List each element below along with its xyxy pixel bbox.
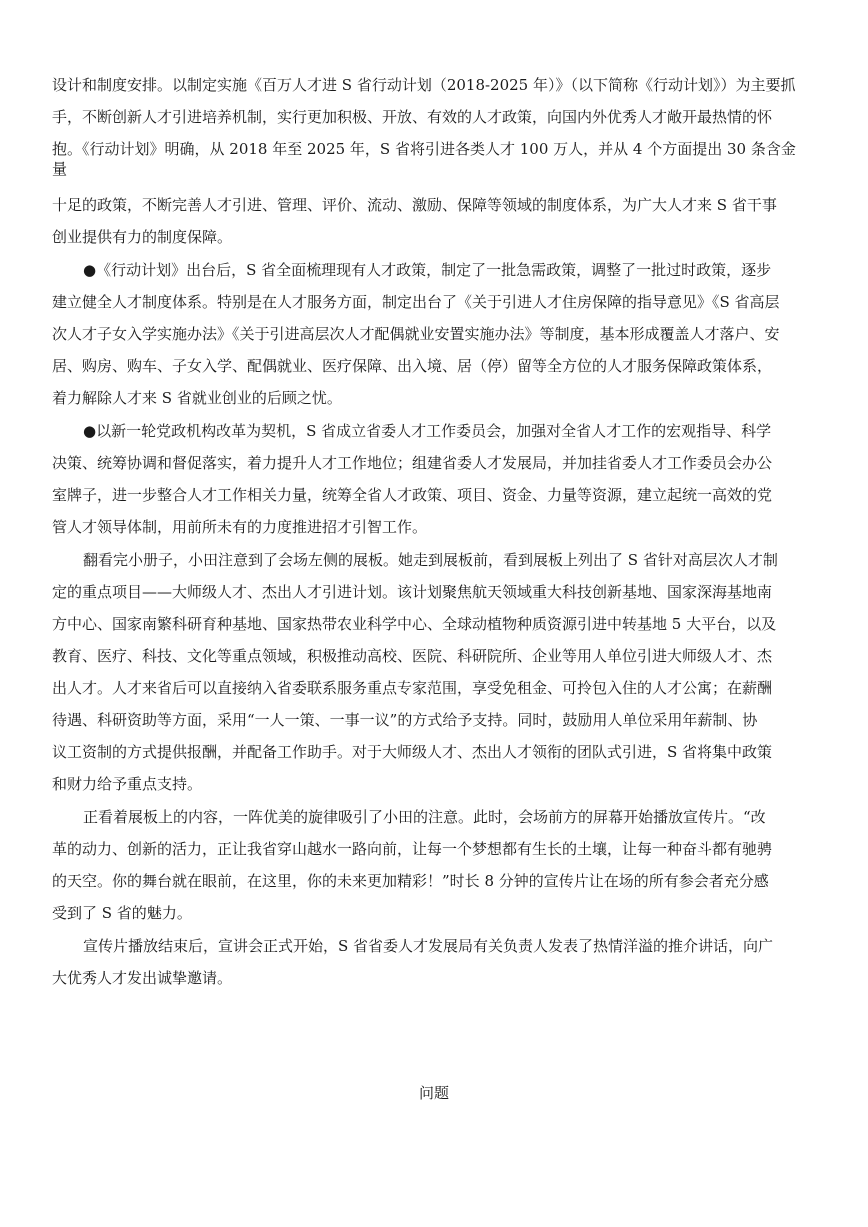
paragraph-5 [52, 806, 822, 924]
text-line: 管人才领导体制，用前所未有的力度推进招才引智工作。 [52, 518, 428, 536]
text-line: ●以新一轮党政机构改革为契机，S 省成立省委人才工作委员会，加强对全省人才工作的宏观指导、科学 [83, 422, 772, 440]
text-line: 建立健全人才制度体系。特别是在人才服务方面，制定出台了《关于引进人才住房保障的指导意见》《S 省高层 [52, 293, 780, 311]
text-line: 量 [52, 160, 68, 178]
text-line: 革的动力、创新的活力，正让我省穿山越水一路向前，让每一个梦想都有生长的土壤，让每一种奋斗都有驰骋 [52, 840, 773, 858]
text-line: 设计和制度安排。以制定实施《百万人才进 S 省行动计划（2018-2025 年）》（以下简称《行动计划》）为主要抓 [52, 76, 796, 94]
text-line: 议工资制的方式提供报酬，并配备工作助手。对于大师级人才、杰出人才领衔的团队式引进，S 省将集中政策 [52, 743, 773, 761]
text-line: 决策、统筹协调和督促落实，着力提升人才工作地位；组建省委人才发展局，并加挂省委人才工作委员会办公 [52, 454, 773, 472]
text-line: 手，不断创新人才引进培养机制，实行更加积极、开放、有效的人才政策，向国内外优秀人才敞开最热情的怀 [52, 108, 773, 126]
text-line: 方中心、国家南繁科研育种基地、国家热带农业科学中心、全球动植物种质资源引进中转基地 5 大平台，以及 [52, 615, 777, 633]
text-line: 次人才子女入学实施办法》《关于引进高层次人才配偶就业安置实施办法》等制度，基本形成覆盖人才落户、安 [52, 325, 780, 343]
text-line: ●《行动计划》出台后，S 省全面梳理现有人才政策，制定了一批急需政策，调整了一批过时政策，逐步 [83, 261, 772, 279]
paragraph-4 [52, 549, 822, 795]
document-body [52, 74, 822, 989]
section-heading: 问题 [418, 1084, 449, 1102]
paragraph-3 [52, 420, 822, 538]
text-line: 受到了 S 省的魅力。 [52, 904, 192, 922]
text-line: 十足的政策，不断完善人才引进、管理、评价、流动、激励、保障等领域的制度体系，为广大人才来 S 省干事 [52, 196, 777, 214]
text-line: 正看着展板上的内容，一阵优美的旋律吸引了小田的注意。此时，会场前方的屏幕开始播放宣传片。“改 [83, 808, 766, 826]
text-line: 着力解除人才来 S 省就业创业的后顾之忧。 [52, 389, 342, 407]
paragraph-6 [52, 935, 822, 989]
text-line: 宣传片播放结束后，宣讲会正式开始，S 省省委人才发展局有关负责人发表了热情洋溢的推介讲话，向广 [83, 937, 774, 955]
text-line: 出人才。人才来省后可以直接纳入省委联系服务重点专家范围，享受免租金、可拎包入住的人才公寓；在薪酬 [52, 679, 773, 697]
text-line: 和财力给予重点支持。 [52, 775, 203, 793]
text-line: 大优秀人才发出诚挚邀请。 [52, 969, 233, 987]
paragraph-1 [52, 74, 822, 248]
text-line: 居、购房、购车、子女入学、配偶就业、医疗保障、出入境、居（停）留等全方位的人才服务保障政策体系， [52, 357, 773, 375]
paragraph-2 [52, 259, 822, 409]
text-line: 待遇、科研资助等方面，采用“一人一策、一事一议”的方式给予支持。同时，鼓励用人单位采用年薪制、协 [52, 711, 758, 729]
text-line: 翻看完小册子，小田注意到了会场左侧的展板。她走到展板前，看到展板上列出了 S 省针对高层次人才制 [83, 551, 778, 569]
text-line: 抱。《行动计划》明确，从 2018 年至 2025 年，S 省将引进各类人才 100 万人，并从 4 个方面提出 30 条含金 [52, 140, 796, 158]
text-line: 室牌子，进一步整合人才工作相关力量，统筹全省人才政策、项目、资金、力量等资源，建立起统一高效的党 [52, 486, 773, 504]
text-line: 定的重点项目——大师级人才、杰出人才引进计划。该计划聚焦航天领域重大科技创新基地、国家深海基地南 [52, 583, 773, 601]
text-line: 创业提供有力的制度保障。 [52, 228, 233, 246]
text-line: 教育、医疗、科技、文化等重点领域，积极推动高校、医院、科研院所、企业等用人单位引进大师级人才、杰 [52, 647, 773, 665]
text-line: 的天空。你的舞台就在眼前，在这里，你的未来更加精彩！”时长 8 分钟的宣传片让在场的所有参会者充分感 [52, 872, 769, 890]
